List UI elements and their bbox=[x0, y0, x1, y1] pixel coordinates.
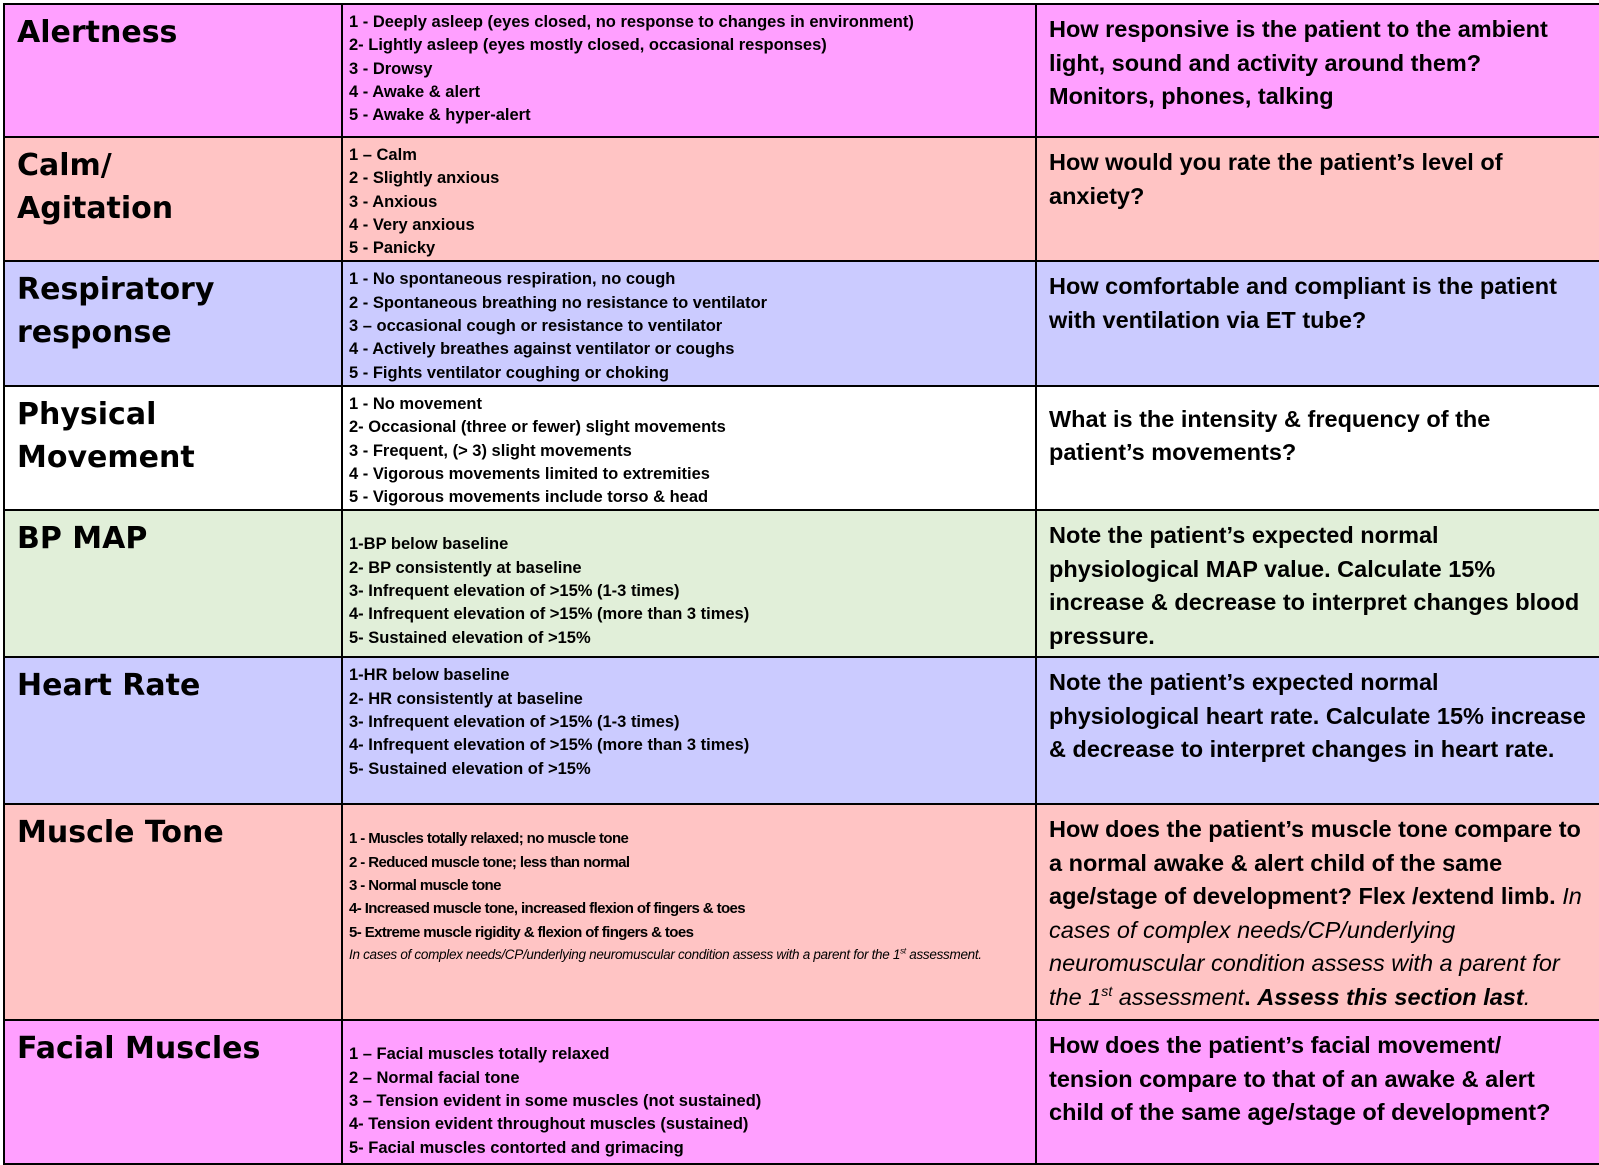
option-4: 4- Increased muscle tone, increased flexion of fingers & toes bbox=[349, 900, 746, 918]
option-5: 5 - Fights ventilator coughing or choking bbox=[349, 363, 669, 382]
option-3: 3 - Anxious bbox=[349, 192, 438, 211]
scale-options bbox=[342, 804, 1036, 1020]
scale-options bbox=[342, 261, 1036, 385]
option-2: 2- Occasional (three or fewer) slight movements bbox=[349, 418, 726, 437]
category-label-text: Muscle Tone bbox=[17, 815, 224, 851]
option-5: 5- Sustained elevation of >15% bbox=[349, 628, 591, 647]
scale-row-physical-movement bbox=[4, 386, 1599, 510]
scale-options bbox=[342, 1020, 1036, 1164]
scale-row-alertness bbox=[4, 4, 1599, 137]
scale-options bbox=[342, 510, 1036, 657]
scale-options bbox=[342, 137, 1036, 261]
category-label-text: Alertness bbox=[17, 15, 178, 50]
category-label-text: Physical Movement bbox=[17, 396, 195, 475]
category-label bbox=[4, 4, 342, 137]
guidance-question: How responsive is the patient to the ambient light, sound and activity around them? Monitors, phones, talking bbox=[1036, 4, 1599, 137]
option-2: 2- BP consistently at baseline bbox=[349, 558, 582, 577]
option-4: 4- Infrequent elevation of >15% (more than 3 times) bbox=[349, 605, 750, 624]
scale-row-facial-muscles bbox=[4, 1020, 1599, 1164]
option-2: 2 - Reduced muscle tone; less than normal bbox=[349, 853, 630, 871]
scale-options bbox=[342, 386, 1036, 510]
option-4: 4- Infrequent elevation of >15% (more than 3 times) bbox=[349, 736, 750, 755]
question-main: How does the patient’s muscle tone compare to a normal awake & alert child of the same age/stage of development? Flex /extend limb. bbox=[1049, 816, 1581, 910]
option-2: 2 - Slightly anxious bbox=[349, 169, 500, 188]
option-3: 3- Infrequent elevation of >15% (1-3 times) bbox=[349, 582, 680, 601]
option-5: 5- Sustained elevation of >15% bbox=[349, 759, 591, 778]
category-label bbox=[4, 386, 342, 510]
guidance-question: Note the patient’s expected normal physiological MAP value. Calculate 15% increase & decrease to interpret changes blood pressure. bbox=[1036, 510, 1599, 657]
category-label bbox=[4, 657, 342, 804]
option-3: 3- Infrequent elevation of >15% (1-3 times) bbox=[349, 713, 680, 732]
scale-row-respiratory-response bbox=[4, 261, 1599, 385]
category-label-line-1: Calm/ bbox=[17, 148, 112, 183]
option-1: 1 - No movement bbox=[349, 394, 482, 413]
category-label bbox=[4, 1020, 342, 1164]
option-4: 4 - Awake & alert bbox=[349, 82, 481, 101]
option-5: 5 - Awake & hyper-alert bbox=[349, 106, 531, 125]
option-3: 3 – Tension evident in some muscles (not sustained) bbox=[349, 1092, 762, 1111]
category-label-line-2: Agitation bbox=[17, 191, 174, 226]
option-2: 2 - Spontaneous breathing no resistance to ventilator bbox=[349, 293, 768, 312]
category-label bbox=[4, 510, 342, 657]
option-1: 1 - Muscles totally relaxed; no muscle tone bbox=[349, 830, 629, 848]
category-label-line-2: response bbox=[17, 315, 172, 351]
option-1: 1 - No spontaneous respiration, no cough bbox=[349, 270, 676, 289]
option-1: 1-BP below baseline bbox=[349, 535, 509, 554]
guidance-question: How does the patient’s muscle tone compare to a normal awake & alert child of the same age/stage of development? Flex /extend limb. In cases of complex needs/CP/underlying neuromuscular condition assess with a parent for the 1st assessment. Assess this section last. bbox=[1036, 804, 1599, 1020]
scale-row-bp-map bbox=[4, 510, 1599, 657]
category-label-text: Facial Muscles bbox=[17, 1031, 261, 1067]
assess-last-note: Assess this section last bbox=[1257, 983, 1524, 1010]
category-label bbox=[4, 137, 342, 261]
category-label-text: BP MAP bbox=[17, 521, 148, 557]
option-1: 1 – Calm bbox=[349, 146, 417, 164]
option-3: 3 – occasional cough or resistance to ventilator bbox=[349, 317, 723, 336]
guidance-question: How would you rate the patient’s level of anxiety? bbox=[1036, 137, 1599, 261]
option-4: 4- Tension evident throughout muscles (sustained) bbox=[349, 1115, 749, 1134]
guidance-question: What is the intensity & frequency of the patient’s movements? bbox=[1036, 386, 1599, 510]
category-label-text: Heart Rate bbox=[17, 668, 201, 704]
option-3: 3 - Frequent, (> 3) slight movements bbox=[349, 441, 632, 460]
option-4: 4 - Actively breathes against ventilator or coughs bbox=[349, 340, 735, 359]
option-3: 3 - Normal muscle tone bbox=[349, 877, 501, 895]
option-1: 1-HR below baseline bbox=[349, 666, 510, 685]
option-3: 3 - Drowsy bbox=[349, 59, 433, 78]
scale-row-heart-rate bbox=[4, 657, 1599, 804]
option-4: 4 - Very anxious bbox=[349, 215, 475, 234]
category-label bbox=[4, 804, 342, 1020]
scale-row-calm-agitation bbox=[4, 137, 1599, 261]
scale-options bbox=[342, 4, 1036, 137]
assessment-scale-table bbox=[3, 3, 1599, 1165]
category-label bbox=[4, 261, 342, 385]
option-5: 5- Extreme muscle rigidity & flexion of fingers & toes bbox=[349, 923, 694, 941]
option-2: 2 – Normal facial tone bbox=[349, 1068, 520, 1087]
option-4: 4 - Vigorous movements limited to extremities bbox=[349, 464, 710, 483]
scale-options bbox=[342, 657, 1036, 804]
option-1: 1 - Deeply asleep (eyes closed, no response to changes in environment) bbox=[349, 13, 914, 31]
guidance-question: Note the patient’s expected normal physiological heart rate. Calculate 15% increase & decrease to interpret changes in heart rate. bbox=[1036, 657, 1599, 804]
option-2: 2- Lightly asleep (eyes mostly closed, occasional responses) bbox=[349, 36, 827, 55]
option-5: 5 - Vigorous movements include torso & head bbox=[349, 488, 709, 507]
guidance-question: How comfortable and compliant is the patient with ventilation via ET tube? bbox=[1036, 261, 1599, 385]
option-2: 2- HR consistently at baseline bbox=[349, 689, 583, 708]
option-1: 1 – Facial muscles totally relaxed bbox=[349, 1045, 610, 1064]
option-5: 5- Facial muscles contorted and grimacing bbox=[349, 1138, 684, 1157]
scale-row-muscle-tone bbox=[4, 804, 1599, 1020]
question-note: In cases of complex needs/CP/underlying neuromuscular condition assess with a parent for the 1st assessment bbox=[1049, 883, 1582, 1010]
guidance-question: How does the patient’s facial movement/ tension compare to that of an awake & alert child of the same age/stage of development? bbox=[1036, 1020, 1599, 1164]
assessment-note: In cases of complex needs/CP/underlying neuromuscular condition assess with a parent for the 1st assessment. bbox=[349, 946, 982, 962]
option-5: 5 - Panicky bbox=[349, 239, 436, 258]
category-label-line-1: Respiratory bbox=[17, 272, 215, 308]
